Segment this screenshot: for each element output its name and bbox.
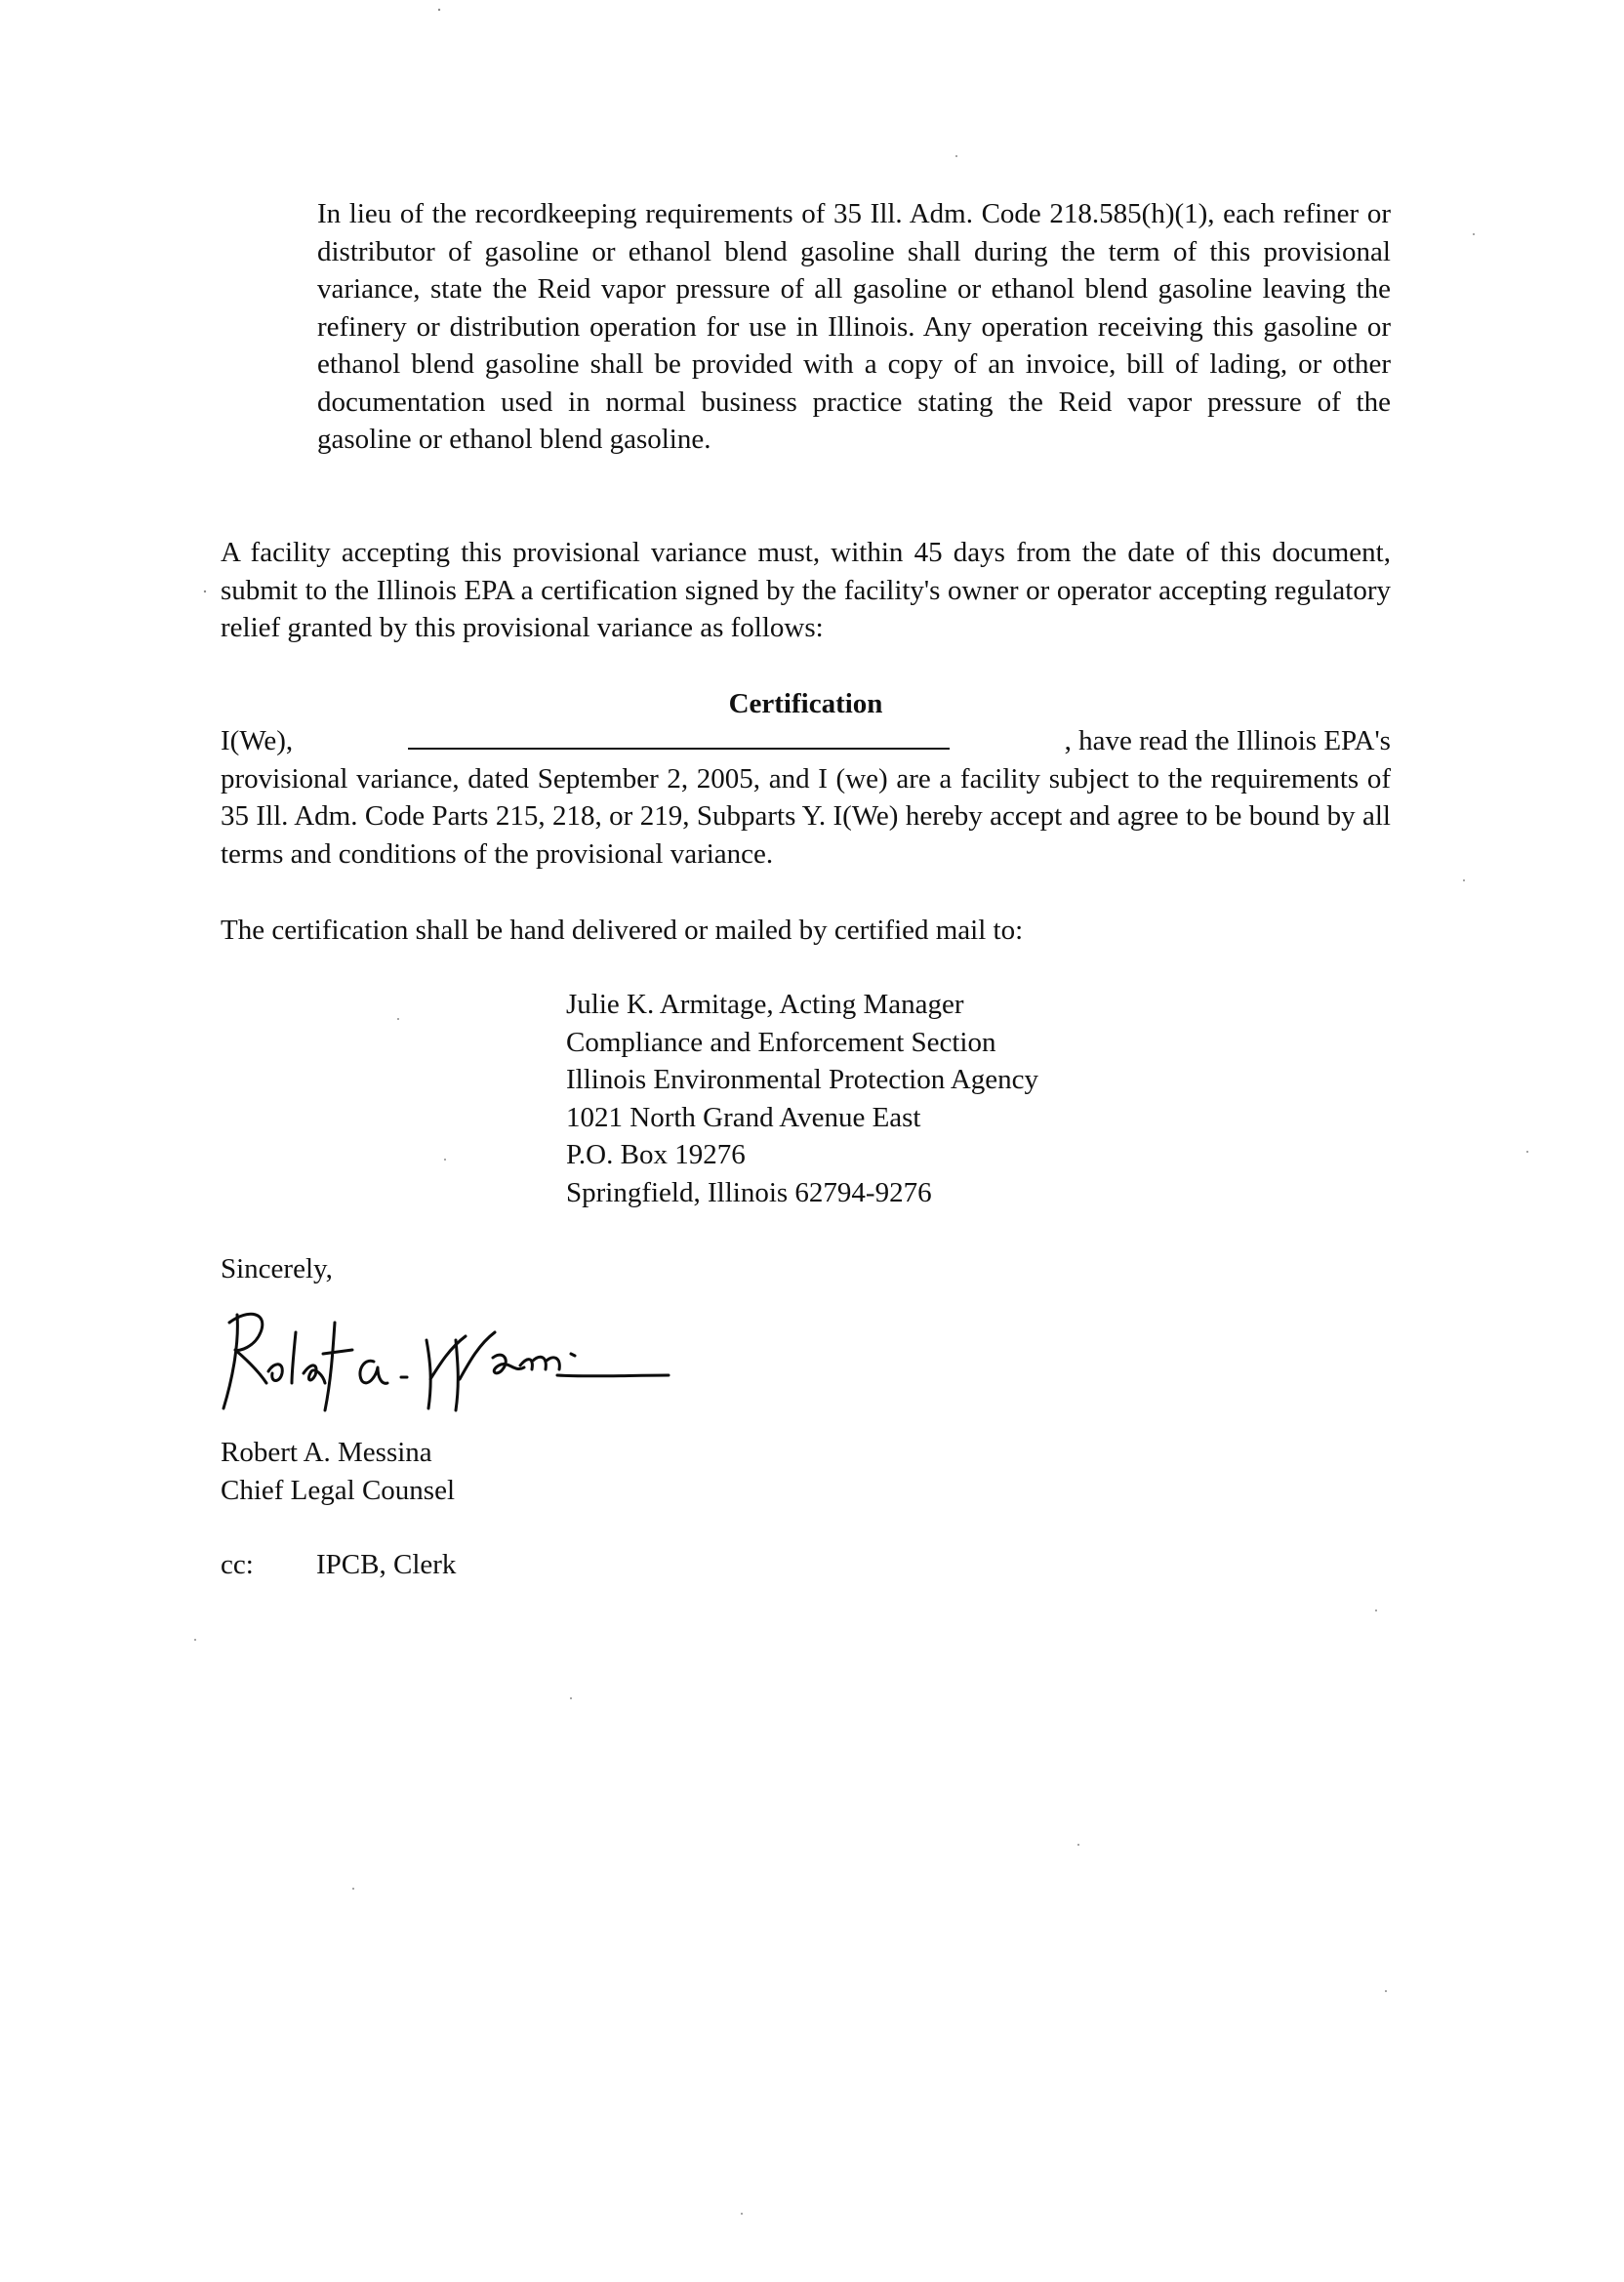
address-section: Compliance and Enforcement Section <box>566 1026 996 1058</box>
address-name-title: Julie K. Armitage, Acting Manager <box>566 989 964 1020</box>
certification-heading: Certification <box>728 688 883 719</box>
address-agency: Illinois Environmental Protection Agency <box>566 1064 1039 1095</box>
facility-acceptance-paragraph: A facility accepting this provisional variance must, within 45 days from the date of this document, submit to the Illinois EPA a certification signed by the facility's owner or operator accepting regulatory relief granted by this provisional variance as follows: <box>221 537 1391 643</box>
signer-title: Chief Legal Counsel <box>221 1474 456 1506</box>
address-street: 1021 North Grand Avenue East <box>566 1101 921 1133</box>
delivery-instruction: The certification shall be hand delivered or mailed by certified mail to: <box>221 915 1024 946</box>
address-city: Springfield, Illinois 62794-9276 <box>566 1176 932 1208</box>
certification-continuation: provisional variance, dated September 2, 2005, and I (we) are a facility subject to the requirements of 35 Ill. Adm. Code Parts 215, 218, or 219, Subparts Y. I(We) hereby accept and agree to be bound by all terms and conditions of the provisional variance. <box>221 762 1391 870</box>
recordkeeping-paragraph: In lieu of the recordkeeping requirements of 35 Ill. Adm. Code 218.585(h)(1), each refiner or distributor of gasoline or ethanol blend gasoline shall during the term of this provisional variance, state the Reid vapor pressure of all gasoline or ethanol blend gasoline leaving the refinery or distribution operation for use in Illinois. Any operation receiving this gasoline or ethanol blend gasoline shall be provided with a copy of an invoice, bill of lading, or other documentation used in normal business practice stating the Reid vapor pressure of the gasoline or ethanol blend gasoline. <box>317 198 1391 455</box>
address-po-box: P.O. Box 19276 <box>566 1139 746 1170</box>
signer-name: Robert A. Messina <box>221 1437 432 1468</box>
cc-label: cc: <box>221 1549 254 1580</box>
certification-we-label: I(We), <box>221 725 294 756</box>
cc-recipients: IPCB, Clerk <box>316 1549 457 1580</box>
closing-salutation: Sincerely, <box>221 1253 333 1284</box>
certification-line-end: , have read the Illinois EPA's <box>1064 725 1391 756</box>
